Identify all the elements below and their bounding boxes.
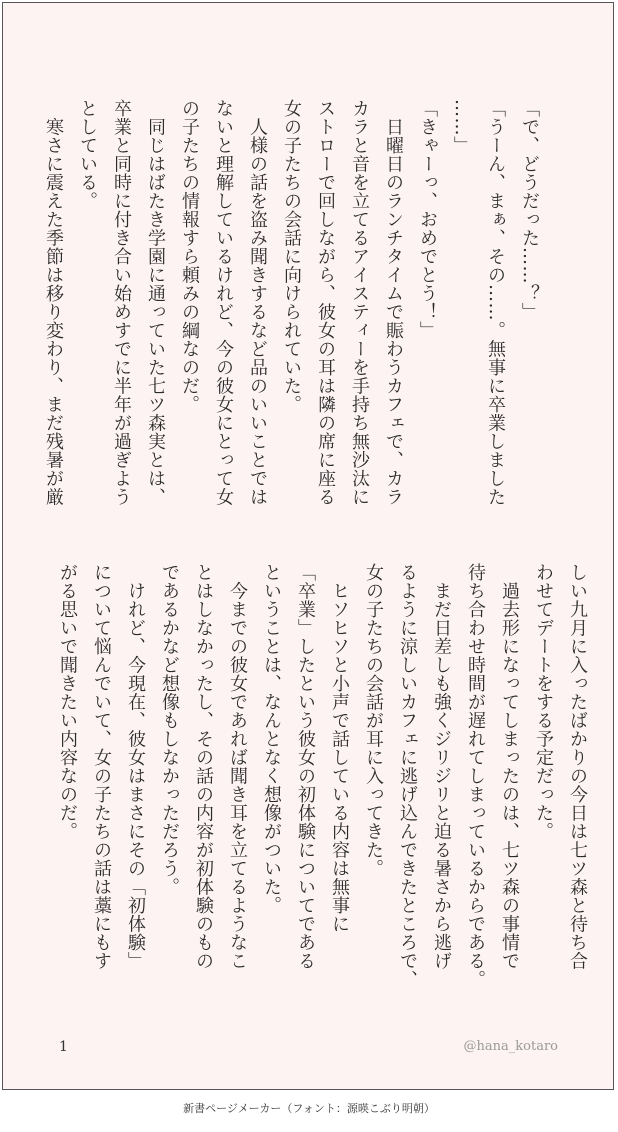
text-line: 「きゃーっ、おめでとう！」 <box>417 99 438 340</box>
text-line: 「で、どうだった……？」 <box>519 99 540 321</box>
text-line: ストローで回しながら、彼女の耳は隣の席に座る <box>315 99 336 506</box>
text-line: わせてデートをする予定だった。 <box>533 563 554 841</box>
text-block-lower <box>51 563 595 1003</box>
text-line: 待ち合わせ時間が遅れてしまっているからである。 <box>465 563 486 989</box>
text-line: 寒さに震えた季節は移り変わり、まだ残暑が厳 <box>43 99 64 506</box>
text-line: 日曜日のランチタイムで賑わうカフェで、カラ <box>383 99 404 506</box>
footer-credit: 新書ページメーカー（フォント：源暎こぶり明朝） <box>183 1102 435 1115</box>
text-line: がる思いで聞きたい内容なのだ。 <box>57 563 78 841</box>
text-line: けれど、今現在、彼女はまさにその「初体験」 <box>125 563 146 970</box>
text-line: 「うーん、まぁ、その……。無事に卒業しました <box>485 99 506 506</box>
text-line: 今までの彼女であれば聞き耳を立てるようなこ <box>227 563 248 970</box>
text-line: るように涼しいカフェに逃げ込んできたところで、 <box>397 563 418 989</box>
text-line: ……」 <box>451 99 472 155</box>
text-line: ということは、なんとなく想像がついた。 <box>261 563 282 915</box>
text-line: であるかなど想像もしなかっただろう。 <box>159 563 180 896</box>
text-line: 女の子たちの会話が耳に入ってきた。 <box>363 563 384 878</box>
text-line: 過去形になってしまったのは、七ツ森の事情で <box>499 563 520 970</box>
text-line: まだ日差しも強くジリジリと迫る暑さから逃げ <box>431 563 452 970</box>
text-line: について悩んでいて、女の子たちの話は藁にもす <box>91 563 112 970</box>
text-line: 「卒業」したという彼女の初体験についてである <box>295 563 316 970</box>
text-line: とはしなかったし、その話の内容が初体験のもの <box>193 563 214 970</box>
text-line: ヒソヒソと小声で話している内容は無事に <box>329 563 350 933</box>
text-line: 人様の話を盗み聞きするなど品のいいことでは <box>247 99 268 506</box>
text-line: 女の子たちの会話に向けられていた。 <box>281 99 302 414</box>
text-line: としている。 <box>77 99 98 210</box>
manuscript-page <box>2 2 614 1090</box>
text-block-upper <box>37 99 547 539</box>
text-line: の子たちの情報すら頼みの綱なのだ。 <box>179 99 200 414</box>
page-number: 1 <box>59 1039 68 1055</box>
author-credit: @hana_kotaro <box>463 1039 558 1054</box>
text-line: しい九月に入ったばかりの今日は七ツ森と待ち合 <box>567 563 588 970</box>
text-line: ないと理解しているけれど、今の彼女にとって女 <box>213 99 234 506</box>
text-line: カラと音を立てるアイスティーを手持ち無沙汰に <box>349 99 370 506</box>
text-line: 同じはばたき学園に通っていた七ツ森実とは、 <box>145 99 166 506</box>
text-line: 卒業と同時に付き合い始めすでに半年が過ぎよう <box>111 99 132 506</box>
